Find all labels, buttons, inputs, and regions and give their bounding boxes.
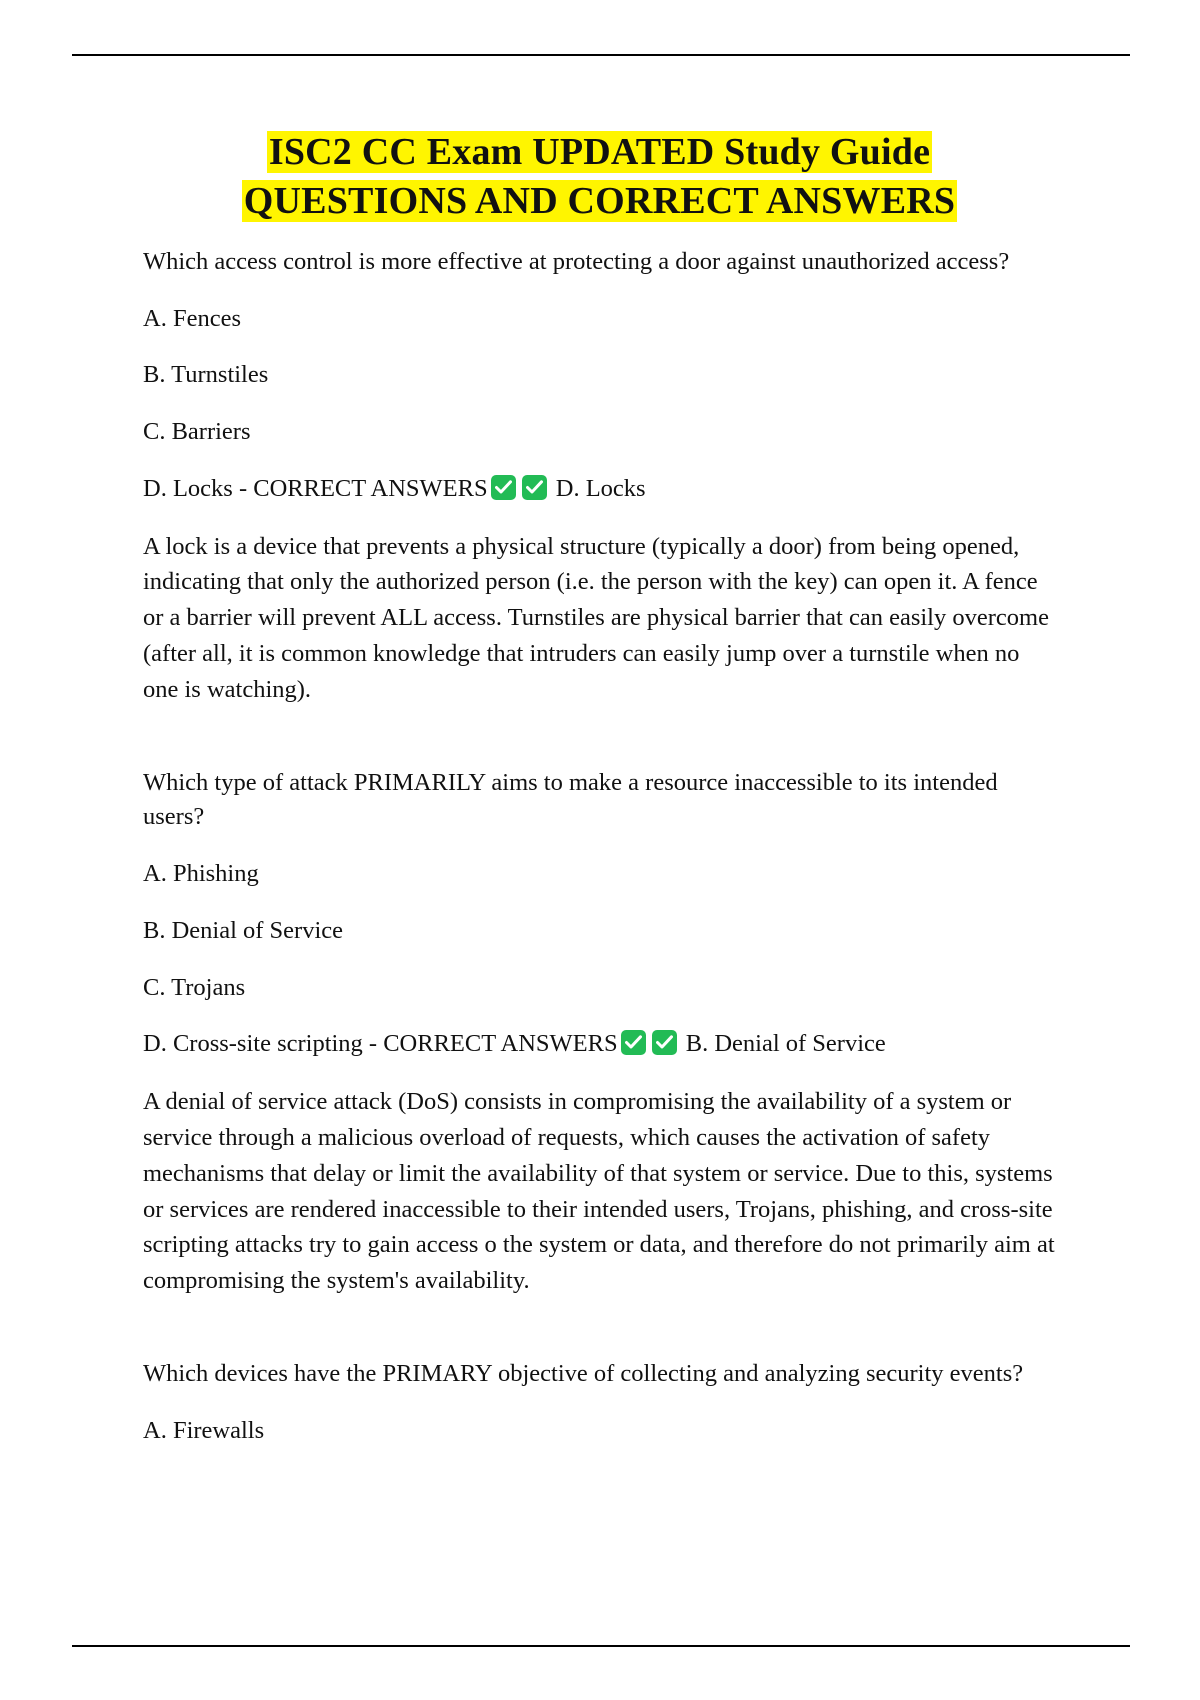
check-mark-icon bbox=[652, 1030, 677, 1055]
answer-explanation: A denial of service attack (DoS) consists in compromising the availability of a system or service through a malicious overload of requests, which causes the activation of safety mechanisms that delay or limit the availability of that system or service. Due to this, systems or services are rendered inaccessible to their intended users, Trojans, phishing, and cross-site scripting attacks try to gain access o the system or data, and therefore do not primarily aim at compromising the system's availability. bbox=[143, 1088, 1055, 1295]
answer-line bbox=[143, 472, 1056, 507]
header-rule bbox=[72, 54, 1130, 56]
footer-rule bbox=[72, 1645, 1130, 1647]
answer-explanation: A lock is a device that prevents a physical structure (typically a door) from being opened, indicating that only the authorized person (i.e. the person with the key) can open it. A fence or a barrier will prevent ALL access. Turnstiles are physical barrier that can easily overcome (after all, it is common knowledge that intruders can easily jump over a turnstile when no one is watching). bbox=[143, 532, 1049, 703]
page-title-line-1: ISC2 CC Exam UPDATED Study Guide bbox=[268, 131, 931, 173]
page-title bbox=[143, 128, 1056, 227]
answer-line bbox=[143, 1027, 1056, 1062]
answer-prefix: D. Locks - CORRECT ANSWERS bbox=[143, 474, 488, 502]
check-mark-icon bbox=[522, 475, 547, 500]
section-gap bbox=[143, 730, 1056, 766]
question-option: B. Turnstiles bbox=[143, 361, 269, 389]
answer-value: B. Denial of Service bbox=[685, 1030, 886, 1058]
check-mark-icon bbox=[621, 1030, 646, 1055]
question-prompt: Which access control is more effective at protecting a door against unauthorized access? bbox=[143, 247, 1010, 275]
question-option: B. Denial of Service bbox=[143, 916, 344, 944]
question-option: A. Firewalls bbox=[143, 1416, 265, 1444]
question-option: A. Phishing bbox=[143, 860, 259, 888]
page-title-line-2: QUESTIONS AND CORRECT ANSWERS bbox=[243, 180, 956, 223]
question-option: C. Barriers bbox=[143, 418, 251, 446]
document-content bbox=[143, 128, 1056, 1470]
answer-prefix: D. Cross-site scripting - CORRECT ANSWERS bbox=[143, 1030, 618, 1058]
check-mark-icon bbox=[491, 475, 516, 500]
question-prompt: Which devices have the PRIMARY objective of collecting and analyzing security events? bbox=[143, 1359, 1024, 1387]
question-prompt: Which type of attack PRIMARILY aims to make a resource inaccessible to its intended users? bbox=[143, 768, 998, 831]
section-gap bbox=[143, 1321, 1056, 1357]
question-option: C. Trojans bbox=[143, 973, 246, 1001]
answer-value: D. Locks bbox=[555, 474, 646, 502]
question-option: A. Fences bbox=[143, 304, 241, 332]
